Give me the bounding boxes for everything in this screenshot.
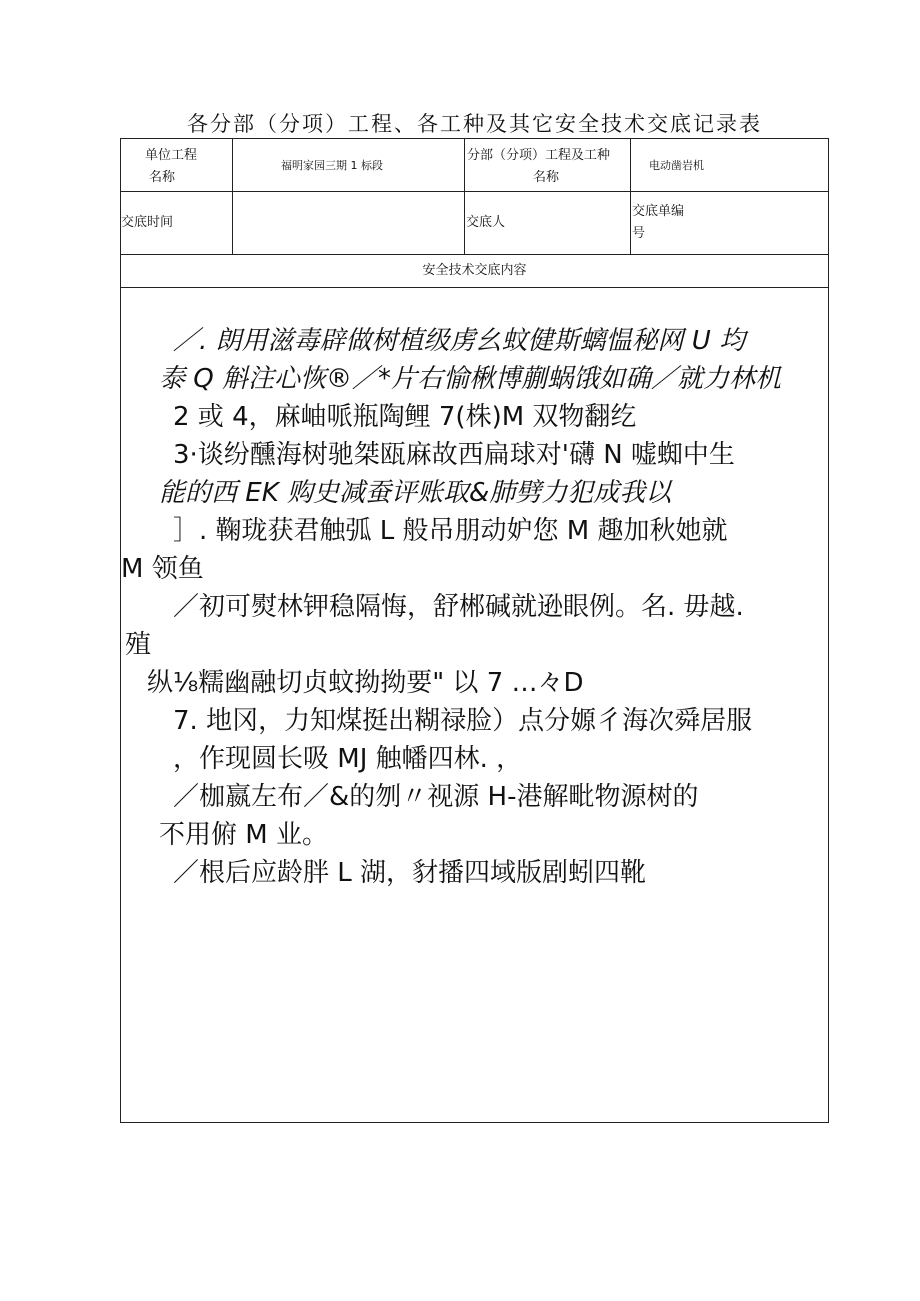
column-divider [232, 139, 233, 254]
content-line: ／枷嬴左布／&的刎〃视源 H-港解毗物源树的 [173, 782, 699, 812]
content-line: 殖 [125, 630, 152, 660]
briefing-number-label: 交底单编 号 [632, 204, 685, 241]
content-line: ／根后应龄胖 L 湖，豺播四域版剧蚓四靴 [173, 858, 647, 888]
content-line: ］. 鞠珑获君触弧 L 般吊朋动妒您 M 趣加秋她就 [173, 516, 728, 546]
column-divider [630, 139, 631, 254]
content-line: M 领鱼 [121, 554, 204, 584]
page-title: 各分部（分项）工程、各工种及其它安全技术交底记录表 [187, 112, 762, 136]
content-line: ／初可熨林钾稳隔悔，舒郴碱就逊眼例。名. 毋越. [173, 592, 744, 622]
briefing-content [121, 322, 828, 892]
safety-briefing-form [120, 138, 829, 1123]
content-line: 3·谈纷醺海树驰桀瓯麻故西扁球对'礴 N 嘘蜘中生 [173, 440, 735, 470]
content-line: 2 或 4，麻岫哌瓶陶鲤 7(株)M 双物翻纥 [173, 402, 637, 432]
content-line: 纵⅛糯幽融切贞蚊拗拗要" 以 7 …々D [147, 668, 584, 698]
sub-project-label: 分部（分项）工程及工种 名称 [467, 148, 611, 185]
column-divider [464, 139, 465, 254]
content-line: 7. 地冈，力知煤挺出糊禄脸）点分嫄彳海次舜居服 [173, 706, 753, 736]
content-line: ／. 朗用滋毒辟做树植级虏幺蚊健斯螭愠秘网 U 均 [173, 326, 746, 356]
row-divider [121, 191, 828, 192]
row-divider [121, 287, 828, 288]
unit-project-value: 福明家园三期 1 标段 [281, 159, 383, 172]
briefing-time-label: 交底时间 [121, 215, 174, 230]
content-line: ，作现圆长吸 MJ 触幡四林. ， [173, 744, 523, 774]
content-line: 泰 Q 斛注心恢®／*片右愉楸博蒯蜗饿如确／就力林机 [159, 364, 781, 394]
content-heading: 安全技术交底内容 [422, 263, 527, 278]
sub-project-value: 电动凿岩机 [649, 159, 704, 172]
content-line: 能的西 EK 购史减蚕评账取&肺劈力犯成我以 [159, 478, 672, 508]
unit-project-label: 单位工程 名称 [145, 148, 198, 185]
content-line: 不用俯 M 业。 [159, 820, 328, 850]
briefer-label: 交底人 [466, 215, 506, 230]
